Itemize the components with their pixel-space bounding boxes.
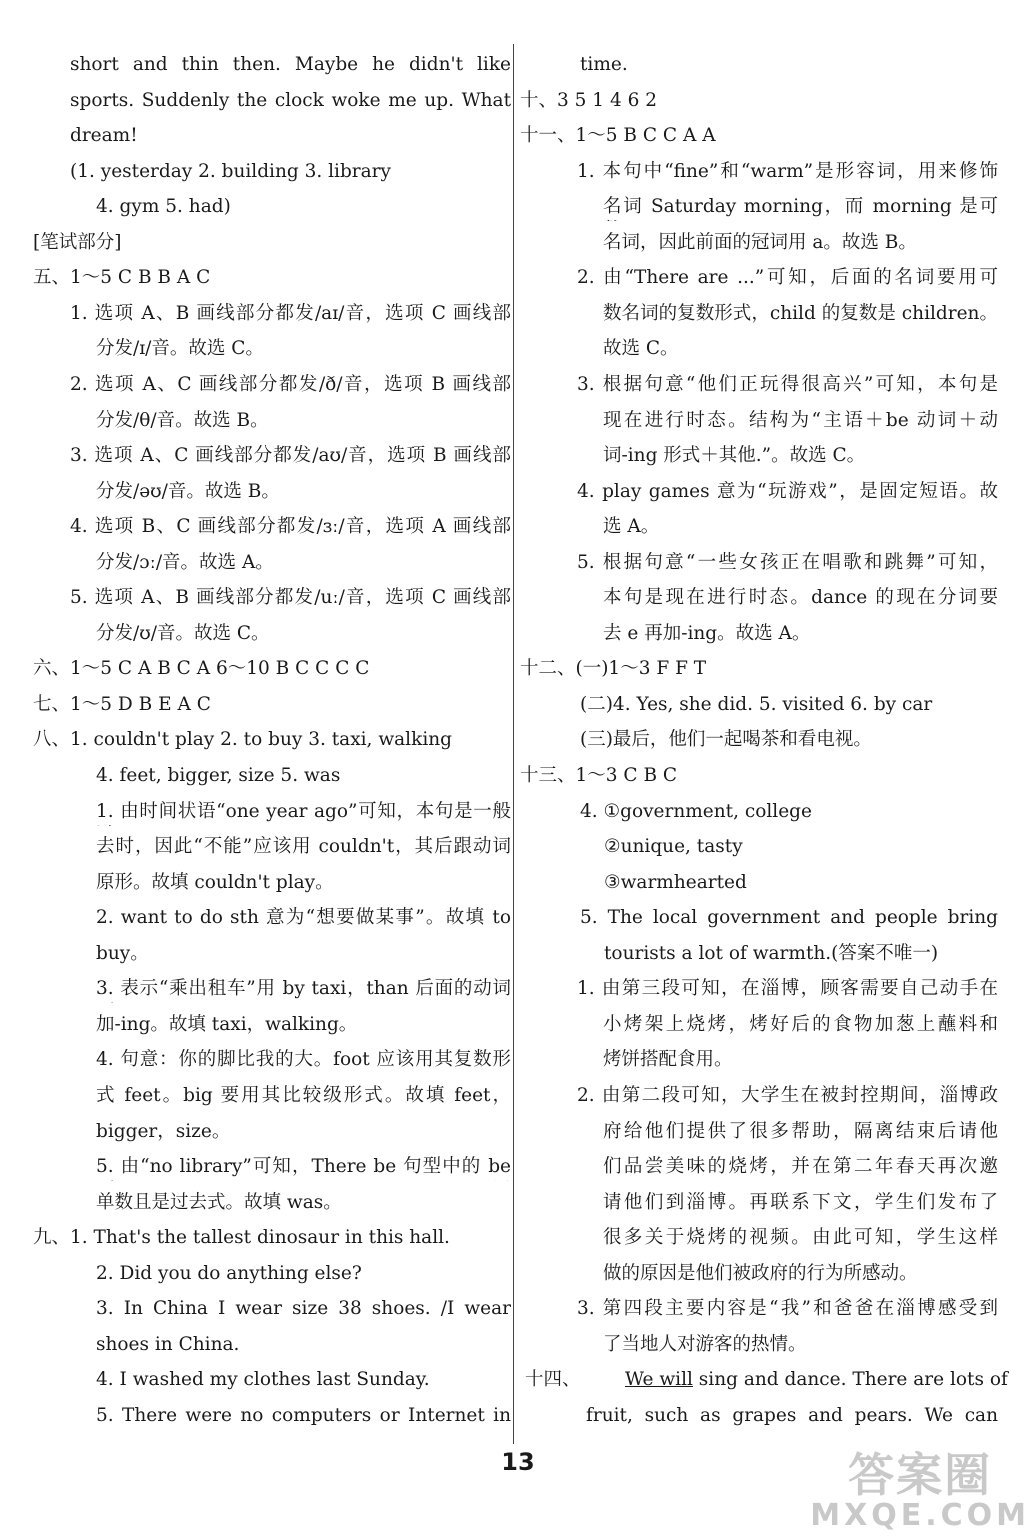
left-line: (1. yesterday 2. building 3. library [70, 160, 391, 182]
right-line: time. [580, 54, 628, 75]
right-line: (三)最后，他们一起喝茶和看电视。 [580, 729, 872, 751]
right-line: 2. 由第二段可知，大学生在被封控期间，淄博政 [577, 1084, 998, 1106]
right-line: 词-ing 形式＋其他.”。故选 C。 [603, 445, 866, 466]
left-line: 4. 句意：你的脚比我的大。foot 应该用其复数形 [96, 1049, 511, 1071]
right-line: 十三、1～3 C B C [520, 765, 678, 786]
left-column [33, 0, 511, 1445]
left-line: shoes in China. [96, 1333, 240, 1355]
right-line: 府给他们提供了很多帮助，隔离结束后请他 [603, 1120, 998, 1142]
left-line: 2. 选项 A、C 画线部分都发/ð/音，选项 B 画线部 [70, 373, 511, 395]
right-line: 了当地人对游客的热情。 [603, 1333, 807, 1355]
right-line: 故选 C。 [603, 338, 679, 360]
left-line: short and thin then. Maybe he didn't like [70, 54, 511, 75]
left-line: 2. Did you do anything else? [96, 1262, 362, 1284]
left-line: 式 feet。big 要用其比较级形式。故填 feet， [96, 1084, 511, 1106]
right-line: 十、3 5 1 4 6 2 [520, 89, 658, 111]
right-line: 5. 根据句意“一些女孩正在唱歌和跳舞”可知， [577, 551, 998, 573]
right-line: (二)4. Yes, she did. 5. visited 6. by car [580, 693, 933, 715]
essay-label: 十四、 [525, 1369, 581, 1391]
left-line: 3. 表示“乘出租车”用 by taxi，than 后面的动词 [96, 978, 511, 1000]
left-line: 八、1. couldn't play 2. to buy 3. taxi, walking [33, 729, 452, 751]
essay-line-1 [625, 1368, 1008, 1394]
right-line: 本句是现在进行时态。dance 的现在分词要 [603, 587, 998, 609]
right-line: 名词 Saturday morning，而 morning 是可 [603, 196, 998, 218]
left-line: 分发/əʊ/音。故选 B。 [96, 480, 280, 502]
right-line: 选 A。 [603, 516, 660, 538]
right-line: 小烤架上烧烤，烤好后的食物加葱上蘸料和 [603, 1013, 998, 1035]
left-line: 2. want to do sth 意为“想要做某事”。故填 to [96, 907, 511, 929]
left-line: buy。 [96, 942, 149, 964]
right-line: 请他们到淄博。再联系下文，学生们发布了 [603, 1191, 998, 1213]
right-line: 1. 由第三段可知，在淄博，顾客需要自己动手在 [577, 978, 998, 1000]
left-line: 分发/ʊ/音。故选 C。 [96, 622, 270, 644]
left-line: 1. 选项 A、B 画线部分都发/aɪ/音，选项 C 画线部 [70, 302, 511, 324]
right-line: 十一、1～5 B C C A A [520, 125, 716, 147]
left-line: 4. I washed my clothes last Sunday. [96, 1369, 430, 1391]
right-line: ③warmhearted [604, 871, 747, 893]
right-line: 5. The local government and people bring [580, 907, 998, 929]
left-line: 原形。故填 couldn't play。 [96, 871, 334, 893]
right-line: 1. 本句中“fine”和“warm”是形容词，用来修饰 [577, 160, 998, 182]
left-line: 3. In China I wear size 38 shoes. /I wear [96, 1298, 511, 1320]
right-line: 做的原因是他们被政府的行为所感动。 [603, 1262, 918, 1284]
left-line: 3. 选项 A、C 画线部分都发/aʊ/音，选项 B 画线部 [70, 445, 511, 466]
right-line: 们品尝美味的烧烤，并在第二年春天再次邀 [603, 1156, 998, 1177]
page-number: 13 [501, 1448, 535, 1476]
left-line: 五、1～5 C B B A C [33, 267, 211, 289]
watermark-line1: 答案圈 [848, 1448, 993, 1502]
left-line: 5. 由“no library”可知，There be 句型中的 be [96, 1156, 511, 1177]
left-line: [笔试部分] [33, 231, 122, 253]
right-line: 3. 第四段主要内容是“我”和爸爸在淄博感受到 [577, 1298, 998, 1320]
left-line: 1. 由时间状语“one year ago”可知，本句是一般 [96, 800, 511, 822]
essay-line-2: fruit, such as grapes and pears. We can [586, 1404, 998, 1426]
right-line: 很多关于烧烤的视频。由此可知，学生这样 [603, 1227, 998, 1249]
right-line: 4. ①government, college [580, 800, 812, 822]
left-line: 加-ing。故填 taxi，walking。 [96, 1013, 358, 1035]
left-line: bigger，size。 [96, 1120, 231, 1142]
left-line: 5. 选项 A、B 画线部分都发/uː/音，选项 C 画线部 [70, 587, 511, 609]
left-line: 4. 选项 B、C 画线部分都发/ɜː/音，选项 A 画线部 [70, 516, 511, 538]
essay-underlined-phrase: We will [625, 1369, 693, 1391]
column-divider [513, 44, 514, 1444]
right-line: 十二、(一)1～3 F F T [520, 658, 707, 680]
right-column [520, 0, 1008, 1445]
left-line: 分发/ɪ/音。故选 C。 [96, 338, 264, 360]
left-line: 七、1～5 D B E A C [33, 693, 211, 715]
right-line: 去 e 再加-ing。故选 A。 [603, 622, 811, 644]
right-line: tourists a lot of warmth.(答案不唯一) [604, 942, 939, 964]
left-line: 去时，因此“不能”应该用 couldn't，其后跟动词 [96, 836, 511, 858]
left-line: dream! [70, 125, 138, 147]
left-line: 六、1～5 C A B C A 6～10 B C C C C [33, 658, 370, 680]
left-line: 九、1. That's the tallest dinosaur in this hall. [33, 1227, 450, 1249]
right-line: 数名词的复数形式，child 的复数是 children。 [603, 302, 998, 324]
left-line: 分发/ɔː/音。故选 A。 [96, 551, 274, 573]
essay-line-1-rest: sing and dance. There are lots of [692, 1369, 1008, 1391]
left-line: 4. feet, bigger, size 5. was [96, 765, 341, 786]
right-line: ②unique, tasty [604, 836, 743, 858]
right-line: 现在进行时态。结构为“主语＋be 动词＋动 [603, 409, 998, 431]
left-line: 分发/θ/音。故选 B。 [96, 409, 269, 431]
left-line: 单数且是过去式。故填 was。 [96, 1191, 342, 1213]
right-line: 4. play games 意为“玩游戏”，是固定短语。故 [577, 480, 998, 502]
right-line: 3. 根据句意“他们正玩得很高兴”可知，本句是 [577, 373, 998, 395]
watermark-line2: MXQE.COM [810, 1498, 1030, 1533]
right-line: 名词，因此前面的冠词用 a。故选 B。 [603, 231, 917, 253]
left-line: 4. gym 5. had) [96, 196, 231, 218]
left-line: 5. There were no computers or Internet in [96, 1404, 511, 1426]
watermark [810, 1450, 1030, 1532]
right-line: 2. 由“There are ...”可知，后面的名词要用可 [577, 267, 998, 289]
left-line: sports. Suddenly the clock woke me up. What [70, 89, 511, 111]
right-line: 烤饼搭配食用。 [603, 1049, 733, 1071]
